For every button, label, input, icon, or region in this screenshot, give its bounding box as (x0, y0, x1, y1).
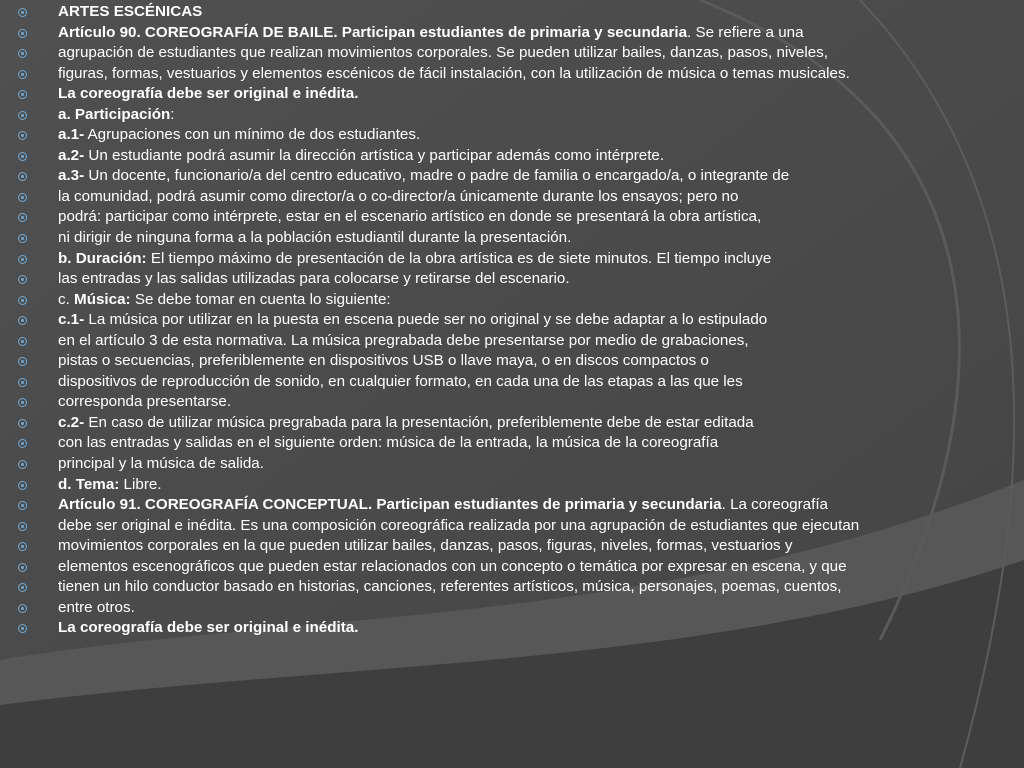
circle-dot-icon (18, 213, 27, 222)
bullet-line (16, 413, 1016, 434)
circle-dot-icon (18, 234, 27, 243)
bullet-line (16, 475, 1016, 496)
bold-text: Música: (74, 290, 131, 308)
bullet-line (16, 84, 1016, 105)
bold-text: a.1- (58, 126, 85, 144)
body-text: con las entradas y salidas en el siguiente orden: música de la entrada, la música de la coreografía (58, 434, 719, 452)
bold-text: c.2- (58, 413, 85, 431)
bullet-line (16, 290, 1016, 311)
bold-text: Artículo 91. COREOGRAFÍA CONCEPTUAL. Participan estudiantes de primaria y secundaria (58, 496, 722, 514)
bullet-line (16, 125, 1016, 146)
circle-dot-icon (18, 275, 27, 284)
bullet-line (16, 2, 1016, 23)
circle-dot-icon (18, 316, 27, 325)
bullet-line (16, 64, 1016, 85)
circle-dot-icon (18, 460, 27, 469)
bullet-line (16, 516, 1016, 537)
circle-dot-icon (18, 90, 27, 99)
body-text: agrupación de estudiantes que realizan movimientos corporales. Se pueden utilizar bailes, danzas, pasos, niveles, (58, 44, 828, 62)
bullet-line (16, 433, 1016, 454)
circle-dot-icon (18, 583, 27, 592)
bullet-line (16, 577, 1016, 598)
bullet-line (16, 23, 1016, 44)
circle-dot-icon (18, 172, 27, 181)
circle-dot-icon (18, 29, 27, 38)
bullet-line (16, 166, 1016, 187)
body-text: La música por utilizar en la puesta en escena puede ser no original y se debe adaptar a lo estipulado (84, 311, 768, 329)
body-text: las entradas y las salidas utilizadas para colocarse y retirarse del escenario. (58, 270, 570, 288)
bullet-line (16, 146, 1016, 167)
circle-dot-icon (18, 522, 27, 531)
bullet-line (16, 392, 1016, 413)
circle-dot-icon (18, 604, 27, 613)
bullet-line (16, 454, 1016, 475)
bold-text: a.2- (58, 146, 85, 164)
circle-dot-icon (18, 501, 27, 510)
body-text: tienen un hilo conductor basado en historias, canciones, referentes artísticos, música, personajes, poemas, cuentos, (58, 578, 842, 596)
body-text: corresponda presentarse. (58, 393, 232, 411)
bold-text: a.3- (58, 167, 85, 185)
body-text: elementos escenográficos que pueden estar relacionados con un concepto o temática por expresar en escena, y que (58, 557, 847, 575)
bullet-line (16, 228, 1016, 249)
body-text: Un estudiante podrá asumir la dirección artística y participar además como intérprete. (84, 146, 665, 164)
circle-dot-icon (18, 49, 27, 58)
bullet-line (16, 310, 1016, 331)
circle-dot-icon (18, 255, 27, 264)
bullet-line (16, 618, 1016, 639)
body-text: c. (58, 290, 75, 308)
bold-text: d. Tema: (58, 475, 120, 493)
body-text: ni dirigir de ninguna forma a la población estudiantil durante la presentación. (58, 229, 572, 247)
body-text: : (170, 105, 175, 123)
body-text: la comunidad, podrá asumir como director/a o co-director/a únicamente durante los ensayos; pero no (58, 187, 739, 205)
slide-bullet-list (16, 2, 1016, 639)
body-text: pistas o secuencias, preferiblemente en dispositivos USB o llave maya, o en discos compactos o (58, 352, 709, 370)
bold-text: b. Duración: (58, 249, 147, 267)
body-text: En caso de utilizar música pregrabada para la presentación, preferiblemente debe de estar editada (84, 413, 754, 431)
circle-dot-icon (18, 337, 27, 346)
bullet-line (16, 351, 1016, 372)
circle-dot-icon (18, 296, 27, 305)
circle-dot-icon (18, 70, 27, 79)
circle-dot-icon (18, 481, 27, 490)
bullet-line (16, 536, 1016, 557)
body-text: Libre. (119, 475, 162, 493)
body-text: dispositivos de reproducción de sonido, en cualquier formato, en cada una de las etapas a las que les (58, 372, 743, 390)
bold-text: c.1- (58, 311, 85, 329)
bold-text: Artículo 90. COREOGRAFÍA DE BAILE. Participan estudiantes de primaria y secundaria (58, 23, 688, 41)
bullet-line (16, 495, 1016, 516)
body-text: figuras, formas, vestuarios y elementos escénicos de fácil instalación, con la utilización de música o temas musicales. (58, 64, 850, 82)
bullet-line (16, 269, 1016, 290)
body-text: en el artículo 3 de esta normativa. La música pregrabada debe presentarse por medio de grabaciones, (58, 331, 749, 349)
body-text: . La coreografía (721, 496, 829, 514)
circle-dot-icon (18, 8, 27, 17)
bullet-line (16, 372, 1016, 393)
circle-dot-icon (18, 542, 27, 551)
bullet-line (16, 331, 1016, 352)
bold-text: ARTES ESCÉNICAS (58, 3, 203, 20)
bold-text: a. Participación (58, 105, 171, 123)
bullet-line (16, 598, 1016, 619)
body-text: podrá: participar como intérprete, estar en el escenario artístico en donde se presentará la obra artística, (58, 208, 762, 226)
body-text: movimientos corporales en la que pueden utilizar bailes, danzas, pasos, figuras, niveles, formas, vestuarios y (58, 537, 793, 555)
bullet-line (16, 557, 1016, 578)
bullet-line (16, 43, 1016, 64)
circle-dot-icon (18, 111, 27, 120)
body-text: debe ser original e inédita. Es una composición coreográfica realizada por una agrupación de estudiantes que ejecutan (58, 516, 860, 534)
circle-dot-icon (18, 131, 27, 140)
circle-dot-icon (18, 439, 27, 448)
circle-dot-icon (18, 193, 27, 202)
body-text: El tiempo máximo de presentación de la obra artística es de siete minutos. El tiempo incluye (146, 249, 772, 267)
bullet-line (16, 187, 1016, 208)
circle-dot-icon (18, 152, 27, 161)
body-text: Un docente, funcionario/a del centro educativo, madre o padre de familia o encargado/a, o integrante de (84, 167, 790, 185)
bullet-line (16, 105, 1016, 126)
circle-dot-icon (18, 398, 27, 407)
bullet-line (16, 207, 1016, 228)
circle-dot-icon (18, 357, 27, 366)
body-text: Agrupaciones con un mínimo de dos estudiantes. (84, 126, 421, 144)
circle-dot-icon (18, 419, 27, 428)
bold-text: La coreografía debe ser original e inédita. (58, 85, 359, 103)
body-text: principal y la música de salida. (58, 455, 264, 473)
body-text: entre otros. (58, 598, 135, 616)
bold-text: La coreografía debe ser original e inédita. (58, 619, 359, 637)
body-text: . Se refiere a una (687, 23, 804, 41)
bullet-line (16, 249, 1016, 270)
circle-dot-icon (18, 624, 27, 633)
circle-dot-icon (18, 378, 27, 387)
body-text: Se debe tomar en cuenta lo siguiente: (130, 290, 391, 308)
circle-dot-icon (18, 563, 27, 572)
